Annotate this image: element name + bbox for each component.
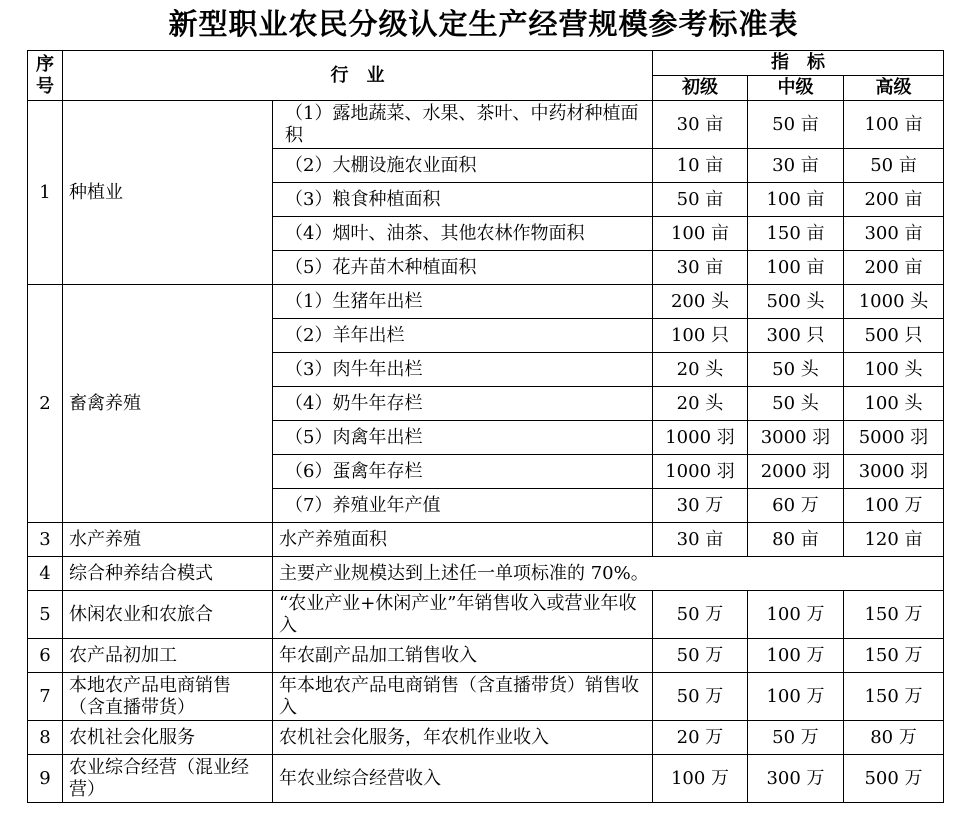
row-item: （5）肉禽年出栏 [273, 421, 653, 455]
row-value: 1000 羽 [653, 455, 748, 489]
row-value: 100 亩 [653, 217, 748, 251]
row-value: 80 万 [844, 721, 944, 755]
row-value: 100 头 [844, 387, 944, 421]
row-value: 2000 羽 [748, 455, 844, 489]
row-value: 1000 头 [844, 285, 944, 319]
row-category: 综合种养结合模式 [63, 557, 273, 591]
row-value: 300 亩 [844, 217, 944, 251]
row-value: 500 万 [844, 755, 944, 803]
row-item: 农机社会化服务，年农机作业收入 [273, 721, 653, 755]
row-value: 60 万 [748, 489, 844, 523]
row-item: （2）羊年出栏 [273, 319, 653, 353]
row-value: 500 只 [844, 319, 944, 353]
row-value: 300 只 [748, 319, 844, 353]
row-item: （3）粮食种植面积 [273, 183, 653, 217]
row-seq: 6 [28, 639, 63, 673]
row-value: 300 万 [748, 755, 844, 803]
table-row [28, 639, 944, 673]
header-level-middle: 中级 [748, 76, 844, 101]
row-value: 30 亩 [748, 149, 844, 183]
row-value: 30 亩 [653, 523, 748, 557]
row-item: 年本地农产品电商销售（含直播带货）销售收入 [273, 673, 653, 721]
row-value: 100 万 [748, 639, 844, 673]
row-value: 10 亩 [653, 149, 748, 183]
row-value: 100 万 [844, 489, 944, 523]
table-row [28, 721, 944, 755]
row-item: 年农副产品加工销售收入 [273, 639, 653, 673]
row-category: 水产养殖 [63, 523, 273, 557]
row-value: 20 头 [653, 387, 748, 421]
table-row [28, 591, 944, 639]
row-category: 种植业 [63, 101, 273, 285]
row-value: 120 亩 [844, 523, 944, 557]
row-value: 150 万 [844, 591, 944, 639]
table-row [28, 523, 944, 557]
row-value: 50 万 [653, 591, 748, 639]
row-value: 200 亩 [844, 251, 944, 285]
row-value: 500 头 [748, 285, 844, 319]
row-value: 150 万 [844, 673, 944, 721]
row-value: 30 万 [653, 489, 748, 523]
row-value: 150 万 [844, 639, 944, 673]
row-item: 水产养殖面积 [273, 523, 653, 557]
row-item: （6）蛋禽年存栏 [273, 455, 653, 489]
row-seq: 5 [28, 591, 63, 639]
row-item: 主要产业规模达到上述任一单项标准的 70%。 [273, 557, 944, 591]
row-item: （4）奶牛年存栏 [273, 387, 653, 421]
row-value: 50 亩 [748, 101, 844, 149]
row-value: 3000 羽 [748, 421, 844, 455]
row-item: （1）生猪年出栏 [273, 285, 653, 319]
row-value: 20 万 [653, 721, 748, 755]
row-value: 50 万 [653, 639, 748, 673]
table-row [28, 285, 944, 319]
row-category: 农机社会化服务 [63, 721, 273, 755]
standards-table [27, 50, 944, 803]
row-seq: 8 [28, 721, 63, 755]
row-value: 100 头 [844, 353, 944, 387]
row-value: 5000 羽 [844, 421, 944, 455]
row-value: 100 亩 [748, 183, 844, 217]
table-row [28, 101, 944, 149]
row-value: 200 亩 [844, 183, 944, 217]
row-item: （4）烟叶、油茶、其他农林作物面积 [273, 217, 653, 251]
row-value: 100 亩 [844, 101, 944, 149]
row-item: （2）大棚设施农业面积 [273, 149, 653, 183]
row-value: 100 亩 [748, 251, 844, 285]
row-value: 50 万 [748, 721, 844, 755]
row-item: （3）肉牛年出栏 [273, 353, 653, 387]
header-level-basic: 初级 [653, 76, 748, 101]
row-seq: 9 [28, 755, 63, 803]
row-value: 80 亩 [748, 523, 844, 557]
row-seq: 7 [28, 673, 63, 721]
row-value: 200 头 [653, 285, 748, 319]
row-category: 农业综合经营（混业经营） [63, 755, 273, 803]
row-seq: 4 [28, 557, 63, 591]
row-item: 年农业综合经营收入 [273, 755, 653, 803]
row-value: 100 只 [653, 319, 748, 353]
row-seq: 3 [28, 523, 63, 557]
row-value: 50 万 [653, 673, 748, 721]
table-row [28, 557, 944, 591]
row-value: 50 头 [748, 353, 844, 387]
row-value: 20 头 [653, 353, 748, 387]
header-indicator: 指 标 [653, 51, 944, 76]
row-value: 50 亩 [844, 149, 944, 183]
row-category: 农产品初加工 [63, 639, 273, 673]
row-item: （7）养殖业年产值 [273, 489, 653, 523]
row-value: 50 亩 [653, 183, 748, 217]
row-item: （5）花卉苗木种植面积 [273, 251, 653, 285]
row-value: 50 头 [748, 387, 844, 421]
table-row [28, 673, 944, 721]
table-row [28, 755, 944, 803]
row-value: 150 亩 [748, 217, 844, 251]
row-value: 30 亩 [653, 101, 748, 149]
header-industry: 行 业 [63, 51, 653, 101]
row-category: 畜禽养殖 [63, 285, 273, 523]
document-title: 新型职业农民分级认定生产经营规模参考标准表 [168, 7, 799, 41]
row-seq: 2 [28, 285, 63, 523]
row-category: 本地农产品电商销售（含直播带货） [63, 673, 273, 721]
header-seq: 序号 [28, 51, 63, 101]
header-level-senior: 高级 [844, 76, 944, 101]
row-value: 100 万 [748, 591, 844, 639]
header-row [28, 51, 944, 76]
row-value: 3000 羽 [844, 455, 944, 489]
row-category: 休闲农业和农旅合 [63, 591, 273, 639]
row-value: 1000 羽 [653, 421, 748, 455]
row-value: 100 万 [653, 755, 748, 803]
table-body [28, 51, 944, 803]
row-item: （1）露地蔬菜、水果、茶叶、中药材种植面积 [273, 101, 653, 149]
row-value: 100 万 [748, 673, 844, 721]
row-seq: 1 [28, 101, 63, 285]
row-item: “农业产业+休闲产业”年销售收入或营业年收入 [273, 591, 653, 639]
row-value: 30 亩 [653, 251, 748, 285]
